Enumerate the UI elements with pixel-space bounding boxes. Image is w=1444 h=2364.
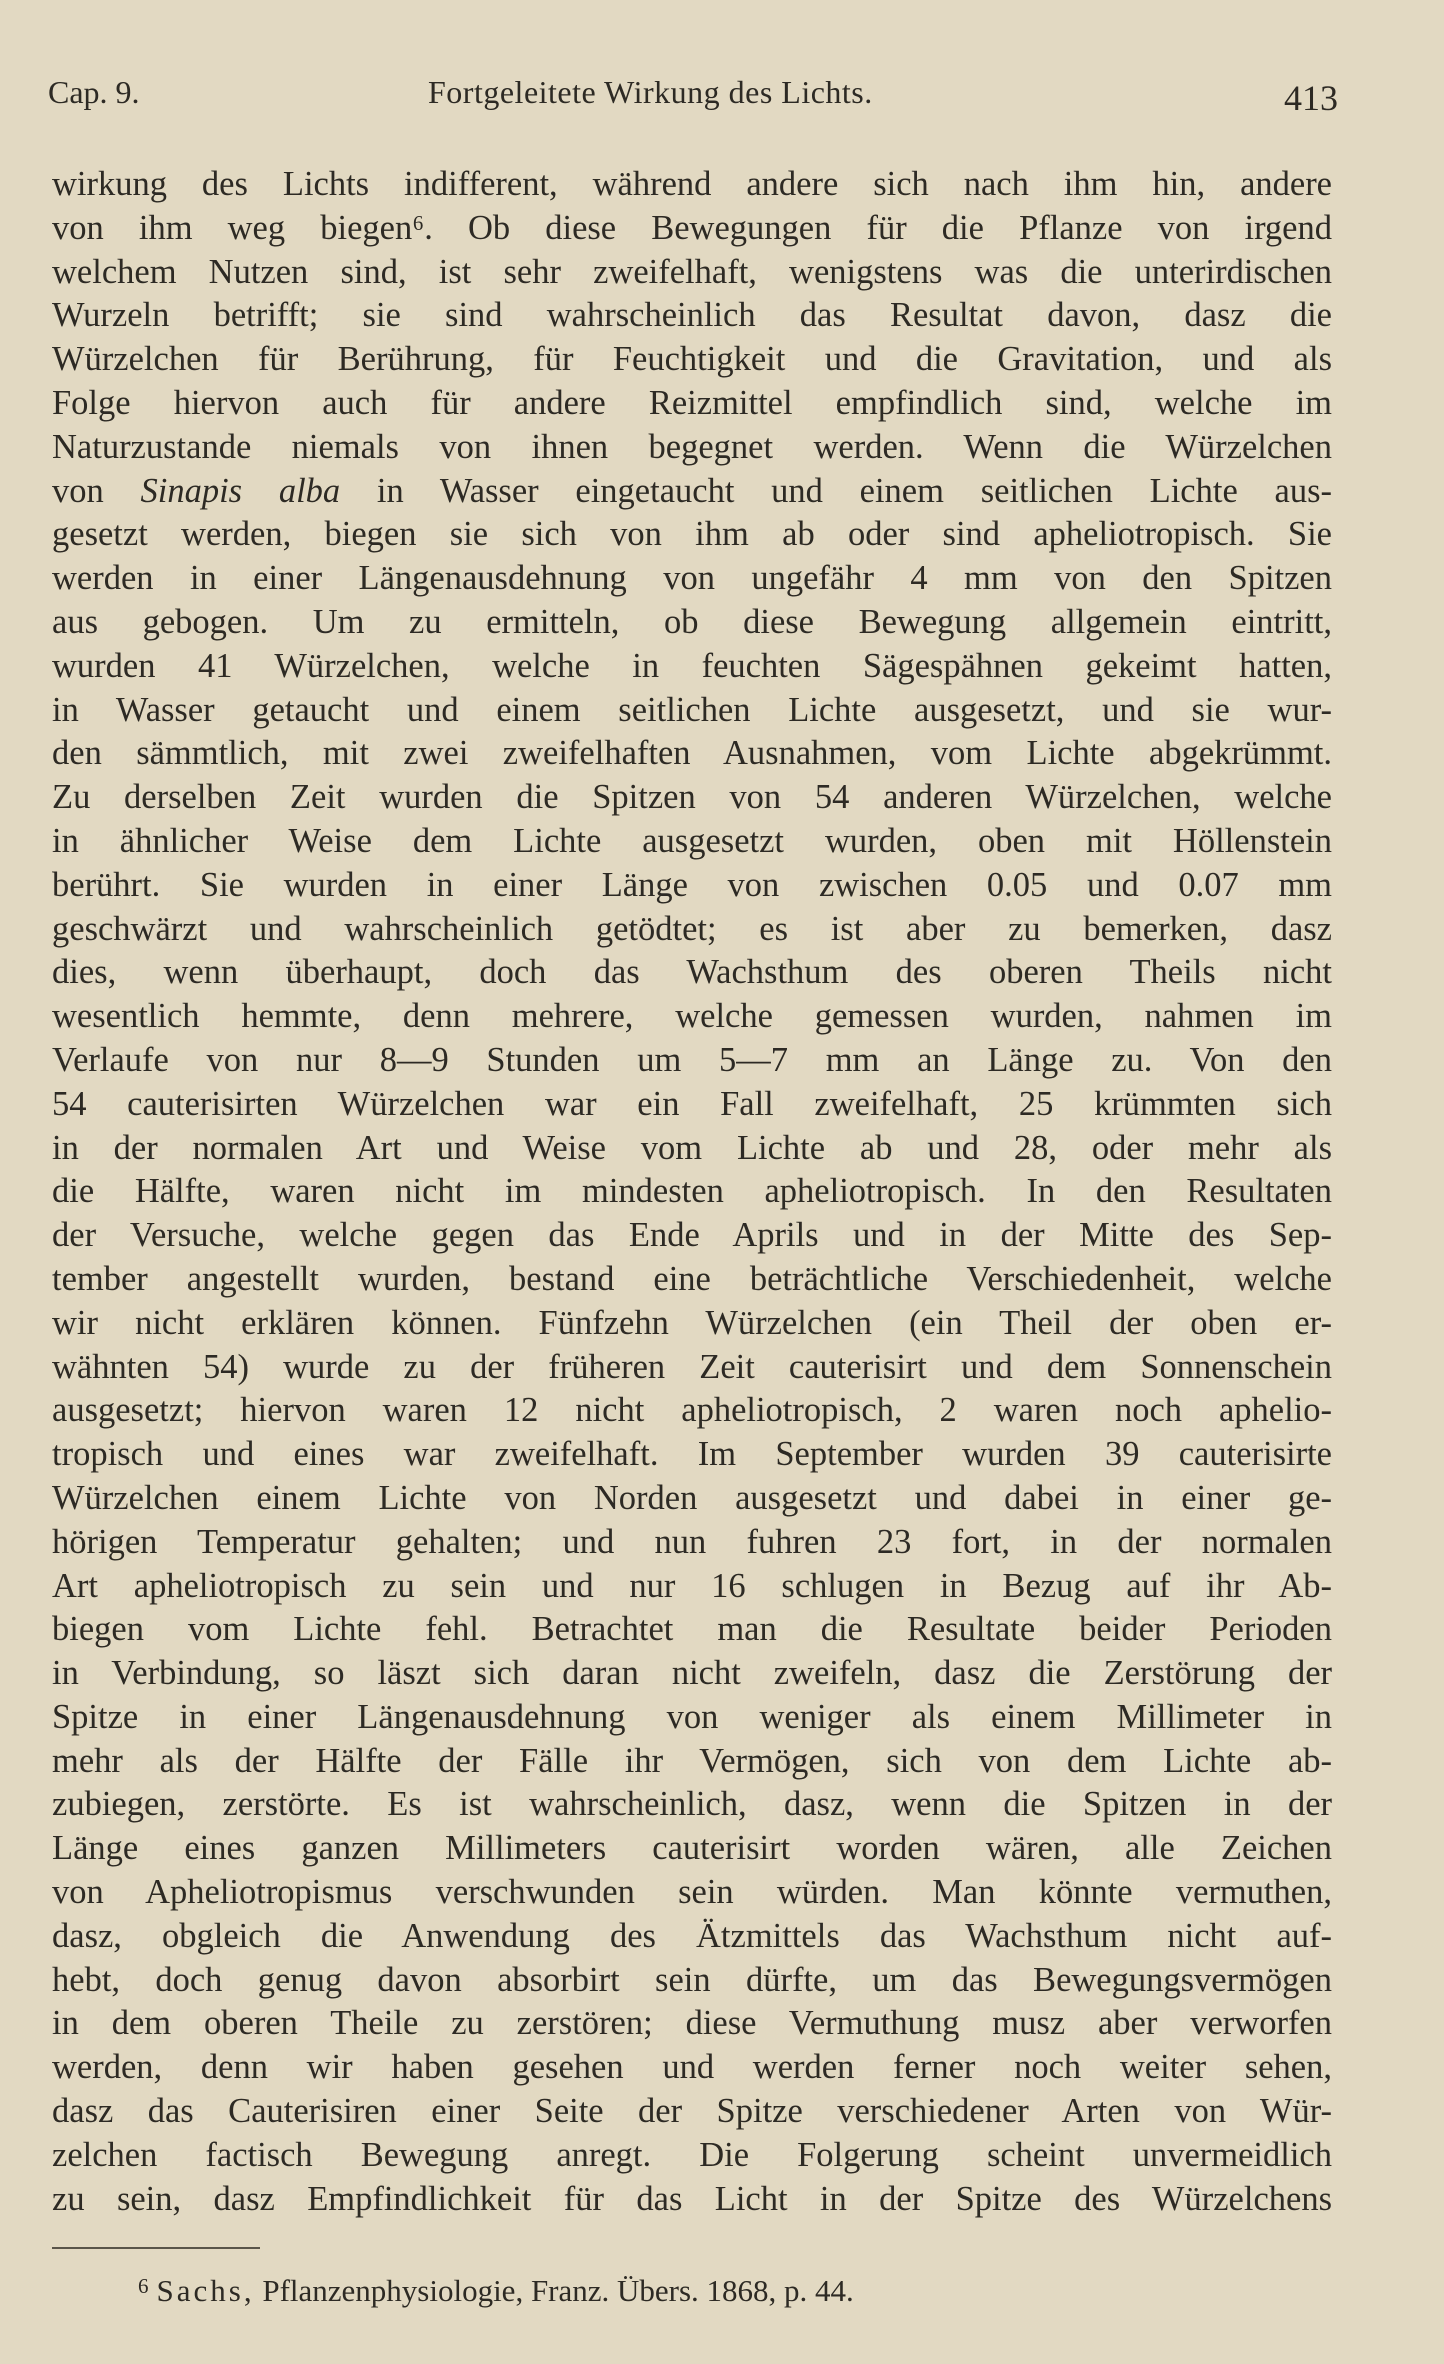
text-line: der Versuche, welche gegen das Ende Aprils und in der Mitte des Sep- [52, 1216, 1332, 1255]
text-line: Naturzustande niemals von ihnen begegnet werden. Wenn die Würzelchen [52, 427, 1332, 466]
text-line: in ähnlicher Weise dem Lichte ausgesetzt wurden, oben mit Höllenstein [52, 821, 1332, 860]
text-line: ausgesetzt; hiervon waren 12 nicht apheliotropisch, 2 waren noch aphelio- [52, 1391, 1332, 1430]
footnote-author: Sachs, [156, 2273, 255, 2308]
running-head [48, 64, 1338, 120]
text-line: zelchen factisch Bewegung anregt. Die Folgerung scheint unvermeidlich [52, 2135, 1332, 2174]
text-line: Verlaufe von nur 8—9 Stunden um 5—7 mm an Länge zu. Von den [52, 1040, 1332, 1079]
text-line: hebt, doch genug davon absorbirt sein dürfte, um das Bewegungsvermögen [52, 1960, 1332, 1999]
text-line: geschwärzt und wahrscheinlich getödtet; es ist aber zu bemerken, dasz [52, 909, 1332, 948]
text-line: Folge hiervon auch für andere Reizmittel empfindlich sind, welche im [52, 383, 1332, 422]
text-line: biegen vom Lichte fehl. Betrachtet man die Resultate beider Perioden [52, 1610, 1332, 1649]
footnote-text: Pflanzenphysiologie, Franz. Übers. 1868, p. 44. [262, 2273, 854, 2308]
text-line: die Hälfte, waren nicht im mindesten apheliotropisch. In den Resultaten [52, 1172, 1332, 1211]
chapter-label: Cap. 9. [48, 74, 140, 110]
text-line: Spitze in einer Längenausdehnung von weniger als einem Millimeter in [52, 1697, 1332, 1736]
text-line: Wurzeln betrifft; sie sind wahrscheinlich das Resultat davon, dasz die [52, 296, 1332, 335]
text-line: zu sein, dasz Empfindlichkeit für das Licht in der Spitze des Würzelchens [52, 2179, 1332, 2218]
page-number: 413 [1284, 78, 1338, 118]
text-line: wirkung des Lichts indifferent, während andere sich nach ihm hin, andere [52, 165, 1332, 203]
text-line: mehr als der Hälfte der Fälle ihr Vermögen, sich von dem Lichte ab- [52, 1741, 1332, 1780]
text-line: in der normalen Art und Weise vom Lichte ab und 28, oder mehr als [52, 1128, 1332, 1167]
text-line: den sämmtlich, mit zwei zweifelhaften Ausnahmen, vom Lichte abgekrümmt. [52, 734, 1332, 773]
text-line: dasz das Cauterisiren einer Seite der Spitze verschiedener Arten von Wür- [52, 2092, 1332, 2131]
text-line: Würzelchen für Berührung, für Feuchtigkeit und die Gravitation, und als [52, 340, 1332, 379]
text-line: werden in einer Längenausdehnung von ungefähr 4 mm von den Spitzen [52, 559, 1332, 598]
footnote [138, 2262, 854, 2315]
footnote-divider [52, 2247, 260, 2249]
text-line: aus gebogen. Um zu ermitteln, ob diese Bewegung allgemein eintritt, [52, 602, 1332, 641]
text-line: berührt. Sie wurden in einer Länge von zwischen 0.05 und 0.07 mm [52, 865, 1332, 904]
text-line: zubiegen, zerstörte. Es ist wahrscheinlich, dasz, wenn die Spitzen in der [52, 1785, 1332, 1824]
footnote-mark: 6 [138, 2274, 149, 2298]
text-line: wurden 41 Würzelchen, welche in feuchten Sägespähnen gekeimt hatten, [52, 646, 1332, 685]
text-line: in Verbindung, so läszt sich daran nicht zweifeln, dasz die Zerstörung der [52, 1654, 1332, 1693]
text-line: von Apheliotropismus verschwunden sein würden. Man könnte vermuthen, [52, 1873, 1332, 1912]
text-line: dasz, obgleich die Anwendung des Ätzmittels das Wachsthum nicht auf- [52, 1916, 1332, 1955]
text-line: Länge eines ganzen Millimeters cauterisirt worden wären, alle Zeichen [52, 1829, 1332, 1868]
text-line: Art apheliotropisch zu sein und nur 16 schlugen in Bezug auf ihr Ab- [52, 1566, 1332, 1605]
text-line: werden, denn wir haben gesehen und werden ferner noch weiter sehen, [52, 2048, 1332, 2087]
text-line: Würzelchen einem Lichte von Norden ausgesetzt und dabei in einer ge- [52, 1478, 1332, 1517]
text-line: dies, wenn überhaupt, doch das Wachsthum des oberen Theils nicht [52, 953, 1332, 992]
text-line: 54 cauterisirten Würzelchen war ein Fall zweifelhaft, 25 krümmten sich [52, 1084, 1332, 1123]
running-title: Fortgeleitete Wirkung des Lichts. [428, 74, 873, 110]
text-line: welchem Nutzen sind, ist sehr zweifelhaft, wenigstens was die unterirdischen [52, 252, 1332, 291]
text-line: tropisch und eines war zweifelhaft. Im September wurden 39 cauterisirte [52, 1435, 1332, 1474]
text-line: von Sinapis alba in Wasser eingetaucht und einem seitlichen Lichte aus- [52, 471, 1332, 510]
text-line: von ihm weg biegen⁶. Ob diese Bewegungen für die Pflanze von irgend [52, 208, 1332, 247]
text-line: wähnten 54) wurde zu der früheren Zeit cauterisirt und dem Sonnenschein [52, 1347, 1332, 1386]
text-line: Zu derselben Zeit wurden die Spitzen von 54 anderen Würzelchen, welche [52, 778, 1332, 817]
body-text [52, 163, 1332, 2221]
text-line: wesentlich hemmte, denn mehrere, welche gemessen wurden, nahmen im [52, 997, 1332, 1036]
text-line: in dem oberen Theile zu zerstören; diese Vermuthung musz aber verworfen [52, 2004, 1332, 2043]
text-line: hörigen Temperatur gehalten; und nun fuhren 23 fort, in der normalen [52, 1522, 1332, 1561]
text-line: gesetzt werden, biegen sie sich von ihm ab oder sind apheliotropisch. Sie [52, 515, 1332, 554]
text-line: wir nicht erklären können. Fünfzehn Würzelchen (ein Theil der oben er- [52, 1303, 1332, 1342]
text-line: tember angestellt wurden, bestand eine beträchtliche Verschiedenheit, welche [52, 1259, 1332, 1298]
text-line: in Wasser getaucht und einem seitlichen Lichte ausgesetzt, und sie wur- [52, 690, 1332, 729]
